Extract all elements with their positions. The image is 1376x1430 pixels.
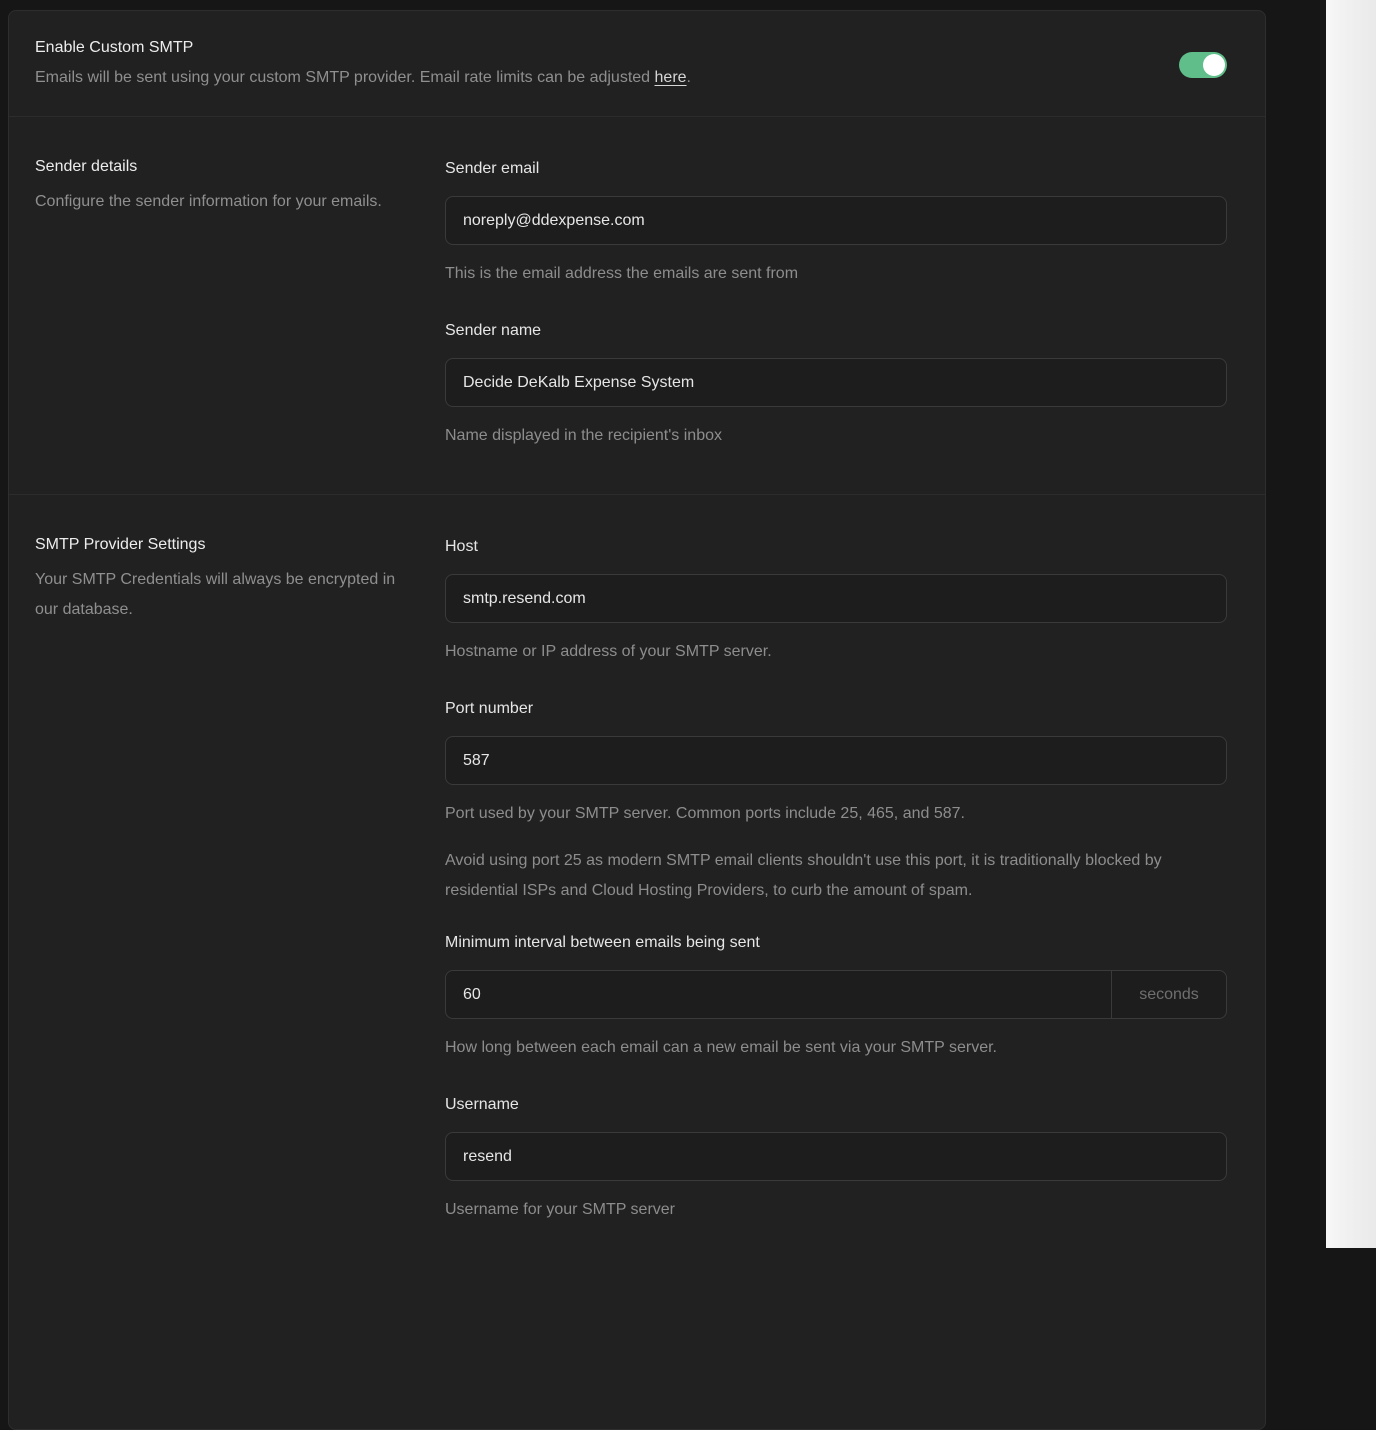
username-helper: Username for your SMTP server	[445, 1201, 675, 1218]
interval-field-group	[445, 934, 1227, 1060]
enable-custom-smtp-row	[9, 11, 1265, 116]
host-label: Host	[445, 538, 478, 555]
port-label: Port number	[445, 700, 534, 717]
description-text: Emails will be sent using your custom SMTP provider. Email rate limits can be adjusted	[35, 69, 655, 86]
enable-custom-smtp-description	[35, 66, 691, 90]
sender-details-intro	[35, 158, 411, 448]
enable-custom-smtp-title: Enable Custom SMTP	[35, 39, 194, 56]
smtp-provider-section	[9, 494, 1265, 1268]
username-input[interactable]	[445, 1132, 1227, 1181]
interval-helper: How long between each email can a new email be sent via your SMTP server.	[445, 1039, 997, 1056]
username-field-group	[445, 1096, 1227, 1222]
smtp-provider-title: SMTP Provider Settings	[35, 536, 206, 553]
host-helper: Hostname or IP address of your SMTP server.	[445, 643, 772, 660]
smtp-provider-fields	[445, 536, 1227, 1222]
port-warning-note: Avoid using port 25 as modern SMTP email clients shouldn't use this port, it is traditionally blocked by residential ISPs and Cloud Hosting Providers, to curb the amount of spam.	[445, 852, 1162, 899]
sender-details-title: Sender details	[35, 158, 138, 175]
interval-input-group	[445, 970, 1227, 1019]
toggle-knob	[1203, 54, 1225, 76]
port-field-group	[445, 700, 1227, 906]
sender-email-input[interactable]	[445, 196, 1227, 245]
host-field-group	[445, 538, 1227, 664]
interval-unit-suffix: seconds	[1111, 971, 1226, 1018]
smtp-provider-description: Your SMTP Credentials will always be encrypted in our database.	[35, 571, 396, 618]
sender-name-helper: Name displayed in the recipient's inbox	[445, 427, 722, 444]
port-helper: Port used by your SMTP server. Common ports include 25, 465, and 587.	[445, 805, 965, 822]
username-label: Username	[445, 1096, 519, 1113]
sender-name-input[interactable]	[445, 358, 1227, 407]
sender-email-field-group	[445, 160, 1227, 286]
host-input[interactable]	[445, 574, 1227, 623]
description-period: .	[686, 69, 691, 86]
sender-details-description: Configure the sender information for your emails.	[35, 193, 382, 210]
sender-email-label: Sender email	[445, 160, 540, 177]
sender-name-label: Sender name	[445, 322, 542, 339]
interval-label: Minimum interval between emails being sent	[445, 934, 760, 951]
rate-limits-link[interactable]: here	[654, 69, 687, 86]
interval-input[interactable]	[446, 971, 1111, 1018]
smtp-provider-intro	[35, 536, 411, 1222]
sender-name-field-group	[445, 322, 1227, 448]
light-strip	[1326, 0, 1376, 1248]
port-input[interactable]	[445, 736, 1227, 785]
sender-email-helper: This is the email address the emails are sent from	[445, 265, 799, 282]
enable-custom-smtp-text	[35, 39, 691, 90]
smtp-settings-panel	[8, 10, 1266, 1430]
sender-details-fields	[445, 158, 1227, 448]
sender-details-section	[9, 116, 1265, 494]
enable-custom-smtp-toggle[interactable]	[1179, 52, 1227, 78]
